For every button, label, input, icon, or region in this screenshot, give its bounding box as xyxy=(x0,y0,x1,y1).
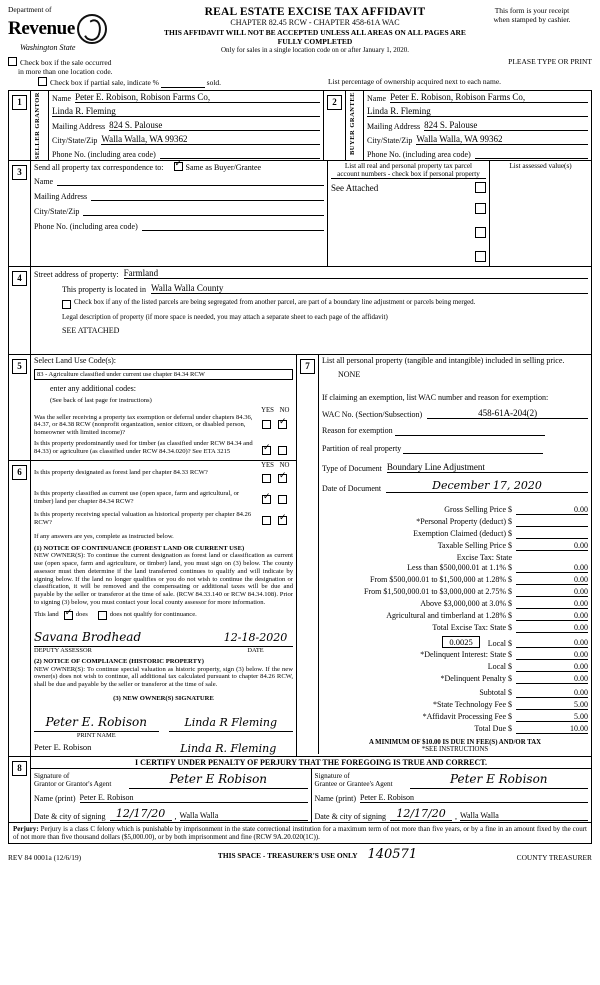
perjury-label: Perjury: xyxy=(13,824,39,833)
section-3 xyxy=(8,161,592,267)
tax-label-5: Less than $500,000.01 at 1.1% $ xyxy=(407,562,512,572)
wac-value[interactable]: 458-61A-204(2) xyxy=(427,408,588,419)
section6-q1-row xyxy=(34,469,293,487)
tax-value-6[interactable]: 0.00 xyxy=(516,575,588,585)
tax-label-9: Agricultural and timberland at 1.28% $ xyxy=(386,610,512,620)
form-subnotice: Only for sales in a single location code on or after January 1, 2020. xyxy=(221,46,409,54)
doc-date-value[interactable]: December 17, 2020 xyxy=(386,479,588,493)
section5-q1-row xyxy=(34,414,293,437)
seller-phone-row xyxy=(52,148,320,159)
section6-yesno-header xyxy=(34,462,293,469)
section5-q1-no-checkbox[interactable] xyxy=(278,420,287,429)
section4-boundary-row[interactable] xyxy=(34,298,588,309)
treasurer-space-text: THIS SPACE - TREASURER'S USE ONLY xyxy=(217,851,358,861)
local-row-4 xyxy=(322,688,588,698)
sections-5-6-7 xyxy=(8,355,592,757)
buyer-phone-row xyxy=(367,148,588,159)
section3-mailing-row xyxy=(34,191,324,201)
section3-city-row xyxy=(34,206,324,216)
form-title-block xyxy=(158,6,472,54)
section6-q2-yes-checkbox[interactable] xyxy=(262,495,271,504)
tax-row-5 xyxy=(322,563,588,573)
section3-assessed xyxy=(490,161,592,267)
seller-section-number-cell xyxy=(9,91,31,161)
seller-mailing-row xyxy=(52,120,320,131)
street-address-value[interactable]: Farmland xyxy=(124,268,588,279)
boundary-adjustment-label: Check box if any of the listed parcels are being segregated from another parcel, are part of a boundary line adjustment or parcels being merged. xyxy=(74,298,476,307)
partial-sale-label: Check box if partial sale, indicate % xyxy=(50,78,159,87)
local-label-3: *Delinquent Penalty $ xyxy=(440,673,512,683)
section5-q2-row xyxy=(34,440,293,459)
doc-type-value[interactable]: Boundary Line Adjustment xyxy=(387,462,588,473)
section8-number-cell xyxy=(9,757,31,823)
section5-q2-yes-checkbox[interactable] xyxy=(262,446,271,455)
section4-street-row xyxy=(34,268,588,279)
local-rate-row xyxy=(322,636,588,648)
seller-name-value-2[interactable]: Linda R. Fleming xyxy=(52,106,320,117)
tax-row-4 xyxy=(322,553,588,562)
receipt-line-1: This form is your receipt xyxy=(494,6,570,15)
section6-no-label: NO xyxy=(279,461,290,469)
personal-property-title: List all personal property (tangible and intangible) included in selling price. xyxy=(322,355,565,365)
section6-q2-label: Is this property classified as current use (open space, farm and agricultural, or timber) land per chapter 84.34 RCW? xyxy=(34,489,240,505)
doc-type-row xyxy=(322,462,588,473)
tax-row-6 xyxy=(322,575,588,585)
tax-value-5[interactable]: 0.00 xyxy=(516,563,588,573)
same-as-buyer-checkbox[interactable] xyxy=(174,162,183,171)
local-row-5 xyxy=(322,700,588,710)
section3-name-label: Name xyxy=(34,177,54,187)
partition-label: Partition of real property xyxy=(322,443,402,453)
wac-row xyxy=(322,408,588,419)
section8-body xyxy=(31,757,592,823)
section6-yes-label: YES xyxy=(261,461,274,469)
tax-value-9[interactable]: 0.00 xyxy=(516,611,588,621)
buyer-name-value[interactable]: Peter E. Robison, Robison Farms Co, xyxy=(390,92,588,103)
grantee-name-label: Name (print) xyxy=(314,793,357,803)
ownership-note: List percentage of ownership acquired next to each name. xyxy=(328,77,502,86)
certify-statement: I CERTIFY UNDER PENALTY OF PERJURY THAT THE FOREGOING IS TRUE AND CORRECT. xyxy=(31,757,591,769)
tax-row-7 xyxy=(322,587,588,597)
right-column xyxy=(297,355,592,756)
notice-continuance-body: NEW OWNER(S): To continue the current designation as forest land or classification as current use (open space, farm and agriculture, or timber) land, you must sign on (3) below. The county assessor must then determine if the land transferred continues to qualify and will indicate by signing below. If the land no longer qualifies or you do not wish to continue the designation or classification, it will be removed and the compensating or additional taxes will be due and payable by the seller or transferor at the time of sale. (RCW 84.33.140 or RCW 84.34.108). Prior to signing (3) below, you must contact your local county assessor for more information. xyxy=(34,552,293,606)
tax-row-9 xyxy=(322,611,588,621)
page-footer xyxy=(8,847,592,862)
page-header xyxy=(8,6,592,54)
section4-number: 4 xyxy=(12,271,27,286)
section3-city-label: City/State/Zip xyxy=(34,207,80,217)
section3-name-value[interactable] xyxy=(57,176,324,186)
section5-q2-label: Is this property predominantly used for timber (as classified under RCW 84.34 and 84.33) or agriculture (as classified under RCW 84.34.020)? See ETA 3215 xyxy=(34,439,253,455)
tax-label-4: Excise Tax: State xyxy=(456,552,512,562)
local-row-2 xyxy=(322,662,588,672)
grantee-signature[interactable]: Peter E Robison xyxy=(449,771,548,786)
tax-row-0 xyxy=(322,505,588,515)
print-name-label-row xyxy=(34,732,293,739)
buyer-mailing-row xyxy=(367,120,588,131)
section6-q2-no-checkbox[interactable] xyxy=(278,495,287,504)
grantor-name-value[interactable]: Peter E. Robison xyxy=(80,793,308,803)
partition-row xyxy=(322,444,588,454)
located-in-value[interactable]: Walla Walla County xyxy=(151,283,588,294)
local-label-1: *Delinquent Interest: State $ xyxy=(420,649,512,659)
parcel-value-2[interactable] xyxy=(331,199,475,217)
reason-value[interactable] xyxy=(395,426,545,436)
section3-correspondence xyxy=(31,161,328,267)
additional-codes-label: enter any additional codes: xyxy=(50,383,136,393)
reason-row xyxy=(322,426,588,436)
tax-value-3[interactable]: 0.00 xyxy=(516,541,588,551)
section6-q3-no-checkbox[interactable] xyxy=(278,516,287,525)
tax-value-2[interactable] xyxy=(516,529,588,539)
grantor-signature[interactable]: Peter E Robison xyxy=(169,771,268,786)
grantee-signature-label: Signature of Grantee or Grantee's Agent xyxy=(314,771,393,788)
form-title: REAL ESTATE EXCISE TAX AFFIDAVIT xyxy=(204,6,426,18)
legal-description-value[interactable]: SEE ATTACHED xyxy=(62,325,120,335)
notice-compliance-body: NEW OWNER(S): To continue special valuation as historic property, sign (3) below. If the new owner(s) does not wish to continue, all additional tax calculated pursuant to chapter 84.26 RCW, shall be due and payable by the seller or transferor at the time of sale. xyxy=(34,665,293,689)
grantor-signature-label: Signature of Grantor or Grantor's Agent xyxy=(34,771,112,788)
section6-number: 6 xyxy=(12,465,27,480)
doc-date-row xyxy=(322,479,588,493)
local-row-6 xyxy=(322,712,588,722)
parcel-value-1[interactable]: See Attached xyxy=(331,182,379,193)
tax-row-2 xyxy=(322,529,588,539)
notice-continuance-title: (1) NOTICE OF CONTINUANCE (FOREST LAND OR CURRENT USE) xyxy=(34,544,245,552)
continuance-does-label: does xyxy=(75,611,88,619)
section5-q2-no-checkbox[interactable] xyxy=(278,446,287,455)
section6-body xyxy=(31,460,297,755)
print-name-row xyxy=(34,742,293,755)
buyer-mailing-label: Mailing Address xyxy=(367,122,421,131)
parcel-header-1: List all real and personal property tax parcel xyxy=(344,162,473,171)
seller-side-label: SELLER GRANTOR xyxy=(34,92,41,160)
section3-parcels xyxy=(328,161,490,267)
doc-type-label: Type of Document xyxy=(322,463,382,473)
section5-number-cell xyxy=(9,355,31,461)
see-back-note: (See back of last page for instructions) xyxy=(50,396,152,404)
boundary-adjustment-checkbox[interactable] xyxy=(62,300,71,309)
section-8 xyxy=(8,757,592,823)
grantee-block: Signature of Grantee or Grantee's Agent Peter E Robison Name (print) Peter E. Robison Date & city of signing 12/17/20 , Walla Walla xyxy=(311,769,591,822)
located-in-label: This property is located in xyxy=(62,285,146,295)
buyer-phone-value[interactable] xyxy=(475,148,588,159)
seller-phone-value[interactable] xyxy=(160,148,320,159)
tax-label-10: Total Excise Tax: State $ xyxy=(432,622,512,632)
revenue-leaf-icon xyxy=(77,14,107,44)
tax-value-10[interactable]: 0.00 xyxy=(516,623,588,633)
buyer-section-number-cell xyxy=(324,91,346,161)
local-row-1 xyxy=(322,650,588,660)
seller-city-row xyxy=(52,134,320,145)
exemption-label: If claiming an exemption, list WAC number and reason for exemption: xyxy=(322,392,549,402)
section3-mailing-label: Mailing Address xyxy=(34,192,88,202)
parties-section xyxy=(8,90,592,161)
local-label-6: *Affidavit Processing Fee $ xyxy=(422,711,512,721)
buyer-side-label-cell xyxy=(346,91,364,161)
local-label-5: *State Technology Fee $ xyxy=(432,699,512,709)
land-use-code-value[interactable]: 83 - Agriculture classified under current use chapter 84.34 RCW xyxy=(34,369,293,380)
section6-number-cell xyxy=(9,460,31,755)
tax-row-1 xyxy=(322,517,588,527)
tax-label-0: Gross Selling Price $ xyxy=(444,504,512,514)
grantee-date-label: Date & city of signing xyxy=(314,811,387,821)
tax-label-7: From $1,500,000.01 to $3,000,000 at 2.75% $ xyxy=(364,586,512,596)
section5-yes-label: YES xyxy=(261,406,274,414)
section6-q3-label: Is this property receiving special valuation as historical property per chapter 84.26 RCW? xyxy=(34,510,252,526)
tax-label-2: Exemption Claimed (deduct) $ xyxy=(413,528,512,538)
section3-number-cell xyxy=(9,161,31,267)
form-chapter: CHAPTER 82.45 RCW - CHAPTER 458-61A WAC xyxy=(230,18,400,27)
tax-value-0[interactable]: 0.00 xyxy=(516,505,588,515)
buyer-mailing-value[interactable]: 824 S. Palouse xyxy=(424,120,588,131)
section7-body xyxy=(319,355,592,754)
section3-phone-row xyxy=(34,221,324,231)
treasurer-stamp: 140571 xyxy=(367,847,418,863)
local-value-2[interactable]: 0.00 xyxy=(516,662,588,672)
left-column xyxy=(9,355,297,756)
section5-q1-yes-checkbox[interactable] xyxy=(262,420,271,429)
local-row-3 xyxy=(322,674,588,684)
section6-q1-label: Is this property designated as forest land per chapter 84.33 RCW? xyxy=(34,468,208,476)
location-code-checkbox[interactable] xyxy=(8,57,17,66)
tax-row-8 xyxy=(322,599,588,609)
partial-sale-row xyxy=(8,77,592,88)
form-notice: THIS AFFIDAVIT WILL NOT BE ACCEPTED UNLESS ALL AREAS ON ALL PAGES ARE FULLY COMPLETED xyxy=(164,28,466,46)
print-name-label-1: PRINT NAME xyxy=(76,731,116,739)
tax-value-1[interactable] xyxy=(516,517,588,527)
local-value-5[interactable]: 5.00 xyxy=(516,700,588,710)
treasurer-space-label xyxy=(158,847,477,862)
deputy-assessor-label: DEPUTY ASSESSOR xyxy=(34,646,92,654)
personal-property-checkbox-2[interactable] xyxy=(475,203,486,214)
local-value-1[interactable]: 0.00 xyxy=(516,650,588,660)
tax-label-3: Taxable Selling Price $ xyxy=(437,540,512,550)
grantor-date-value[interactable]: 12/17/20 xyxy=(110,807,172,821)
agency-state-label: Washington State xyxy=(20,42,76,52)
section7-number-cell xyxy=(297,355,319,754)
grantor-date-label: Date & city of signing xyxy=(34,811,106,821)
local-value-6[interactable]: 5.00 xyxy=(516,712,588,722)
section5-yesno-header xyxy=(34,407,293,414)
partial-sale-checkbox[interactable] xyxy=(38,77,47,86)
personal-property-value[interactable]: NONE xyxy=(338,369,361,379)
buyer-side-label: BUYER GRANTEE xyxy=(349,92,356,156)
assessed-header: List assessed value(s) xyxy=(509,162,572,171)
tax-value-7[interactable]: 0.00 xyxy=(516,587,588,597)
grantee-city-value[interactable]: Walla Walla xyxy=(460,811,588,821)
seller-phone-label: Phone No. (including area code) xyxy=(52,150,156,159)
grantor-name-label: Name (print) xyxy=(34,793,76,803)
buyer-phone-label: Phone No. (including area code) xyxy=(367,150,471,159)
assessor-signature[interactable]: Savana Brodhead xyxy=(34,629,142,644)
section4-located-row xyxy=(34,283,588,294)
see-instructions-note: *SEE INSTRUCTIONS xyxy=(421,745,489,753)
tax-label-1: *Personal Property (deduct) $ xyxy=(416,516,512,526)
location-code-check-row[interactable] xyxy=(8,57,262,67)
section3-city-value[interactable] xyxy=(83,206,324,216)
perjury-block xyxy=(8,823,592,845)
section6-if-any-note: If any answers are yes, complete as instructed below. xyxy=(34,532,174,540)
section3-mailing-value[interactable] xyxy=(91,191,324,201)
print-name-2: Linda R. Fleming xyxy=(180,741,277,755)
local-label-7: Total Due $ xyxy=(474,723,512,733)
seller-name-label: Name xyxy=(52,94,72,103)
seller-mailing-label: Mailing Address xyxy=(52,122,106,131)
section-4 xyxy=(8,267,592,354)
minimum-due-note: A MINIMUM OF $10.00 IS DUE IN FEE(S) AND/OR TAX xyxy=(368,738,542,746)
buyer-city-row xyxy=(367,134,588,145)
personal-property-checkbox-4[interactable] xyxy=(475,251,486,262)
section6-q3-yes-checkbox[interactable] xyxy=(262,516,271,525)
tax-value-8[interactable]: 0.00 xyxy=(516,599,588,609)
continuance-does-not-checkbox[interactable] xyxy=(98,611,107,620)
section3-name-row xyxy=(34,176,324,186)
location-code-label: Check box if the sale occurred xyxy=(20,58,112,67)
continuance-qualify-row xyxy=(34,611,293,620)
partition-value[interactable] xyxy=(403,444,543,454)
new-owner-signature-title: (3) NEW OWNER(S) SIGNATURE xyxy=(113,694,214,702)
section6-q2-row xyxy=(34,490,293,508)
new-owner-signature-row xyxy=(34,713,293,732)
print-name-1: Peter E. Robison xyxy=(34,741,92,752)
grantee-date-value[interactable]: 12/17/20 xyxy=(390,807,452,821)
assessor-signature-row xyxy=(34,628,293,647)
continuance-does-checkbox[interactable] xyxy=(64,611,73,620)
buyer-name-row xyxy=(367,92,588,103)
tax-row-10 xyxy=(322,623,588,633)
buyer-section-number: 2 xyxy=(327,95,342,110)
perjury-text: Perjury is a class C felony which is punishable by imprisonment in the state correctional institution for a maximum term of not more than five years, or by a fine in an amount fixed by the court of not more than five thousand dollars ($5,000.00), or by both imprisonment and fine (RCW 9A.20.020(1C)). xyxy=(13,824,587,841)
local-label-2: Local $ xyxy=(487,661,512,671)
county-treasurer-label: COUNTY TREASURER xyxy=(516,853,592,863)
seller-side-label-cell xyxy=(31,91,49,161)
tax-label-6: From $500,000.01 to $1,500,000 at 1.28% $ xyxy=(370,574,512,584)
parcel-value-4[interactable] xyxy=(331,247,475,265)
street-address-label: Street address of property: xyxy=(34,270,119,280)
tax-label-8: Above $3,000,000 at 3.0% $ xyxy=(420,598,512,608)
local-value-4[interactable]: 0.00 xyxy=(516,688,588,698)
local-value-0[interactable]: 0.00 xyxy=(516,638,588,648)
section5-body xyxy=(31,355,297,461)
local-row-7 xyxy=(322,724,588,734)
personal-property-checkbox-1[interactable] xyxy=(475,182,486,193)
section5-q1-label: Was the seller receiving a property tax exemption or deferral under chapters 84.36, 84.37, or 84.38 RCW (nonprofit organization, senior citizen, or disabled person, homeowner with limited income)? xyxy=(34,413,253,437)
buyer-city-label: City/State/Zip xyxy=(367,136,413,145)
section7-number: 7 xyxy=(300,359,315,374)
new-owner-signature-2[interactable]: Linda R Fleming xyxy=(184,715,278,729)
tax-computation xyxy=(322,505,588,753)
continuance-does-not-label: does not qualify for continuance. xyxy=(109,611,197,619)
section6-q3-row xyxy=(34,511,293,529)
seller-name-value[interactable]: Peter E. Robison, Robison Farms Co, xyxy=(75,92,320,103)
seller-city-label: City/State/Zip xyxy=(52,136,98,145)
local-value-7[interactable]: 10.00 xyxy=(516,724,588,734)
sold-label: sold. xyxy=(206,78,222,87)
buyer-name-value-2[interactable]: Linda R. Fleming xyxy=(367,106,588,117)
grantor-city-value[interactable]: Walla Walla xyxy=(180,811,308,821)
section4-number-cell xyxy=(9,267,31,354)
seller-section-number: 1 xyxy=(12,95,27,110)
buyer-city-value[interactable]: Walla Walla, WA 99362 xyxy=(416,134,588,145)
seller-name-row xyxy=(52,92,320,103)
section8-number: 8 xyxy=(12,761,27,776)
agency-dept-label: Department of xyxy=(8,5,52,14)
local-rate-value[interactable]: 0.0025 xyxy=(442,636,479,648)
seller-city-value[interactable]: Walla Walla, WA 99362 xyxy=(101,134,320,145)
tax-row-3 xyxy=(322,541,588,551)
header-second-row xyxy=(8,55,592,76)
section3-send-label: Send all property tax correspondence to: xyxy=(34,163,164,173)
continuance-prefix: This land xyxy=(34,611,59,619)
section6-q1-yes-checkbox[interactable] xyxy=(262,474,271,483)
doc-date-label: Date of Document xyxy=(322,483,382,493)
wac-label: WAC No. (Section/Subsection) xyxy=(322,409,423,419)
section5-number: 5 xyxy=(12,359,27,374)
type-print-note: PLEASE TYPE OR PRINT xyxy=(508,57,592,66)
location-code-label2: in more than one location code. xyxy=(18,67,113,76)
local-label-4: Subtotal $ xyxy=(479,687,512,697)
parcel-header-2: account numbers - check box if personal property xyxy=(331,170,486,179)
local-label-0: Local $ xyxy=(487,638,512,648)
legal-description-label: Legal description of property (if more space is needed, you may attach a separate sheet to each page of the affidavit) xyxy=(62,313,388,322)
grantee-name-value[interactable]: Peter E. Robison xyxy=(360,793,588,803)
section3-number: 3 xyxy=(12,165,27,180)
personal-property-checkbox-3[interactable] xyxy=(475,227,486,238)
receipt-note xyxy=(472,6,592,25)
section4-body xyxy=(31,267,592,354)
agency-name: Revenue xyxy=(8,17,75,39)
seller-mailing-value[interactable]: 824 S. Palouse xyxy=(109,120,320,131)
print-name-label-2 xyxy=(169,732,294,739)
buyer-name-label: Name xyxy=(367,94,387,103)
form-revision: REV 84 0001a (12/6/19) xyxy=(8,853,82,863)
land-use-title: Select Land Use Code(s): xyxy=(34,355,116,365)
notice-compliance-title: (2) NOTICE OF COMPLIANCE (HISTORIC PROPERTY) xyxy=(34,657,204,665)
reason-label: Reason for exemption xyxy=(322,425,393,435)
assessor-label-row xyxy=(34,647,293,654)
assessor-signature-date[interactable]: 12-18-2020 xyxy=(223,630,288,644)
grantor-block: Signature of Grantor or Grantor's Agent Peter E Robison Name (print) Peter E. Robison Date & city of signing 12/17/20 , Walla Walla xyxy=(31,769,311,822)
section3-send-row xyxy=(34,162,324,172)
local-value-3[interactable]: 0.00 xyxy=(516,674,588,684)
parcel-value-3[interactable] xyxy=(331,223,475,241)
section5-no-label: NO xyxy=(279,406,290,414)
assessor-date-label: DATE xyxy=(247,646,264,654)
section3-phone-label: Phone No. (including area code) xyxy=(34,222,138,232)
section6-q1-no-checkbox[interactable] xyxy=(278,474,287,483)
seller-fields xyxy=(49,91,324,161)
new-owner-signature-1[interactable]: Peter E. Robison xyxy=(45,714,147,729)
same-as-buyer-label: Same as Buyer/Grantee xyxy=(185,163,262,173)
agency-logo-block xyxy=(8,6,158,52)
section3-phone-value[interactable] xyxy=(142,221,324,231)
buyer-fields xyxy=(364,91,592,161)
receipt-line-2: when stamped by cashier. xyxy=(493,15,571,25)
